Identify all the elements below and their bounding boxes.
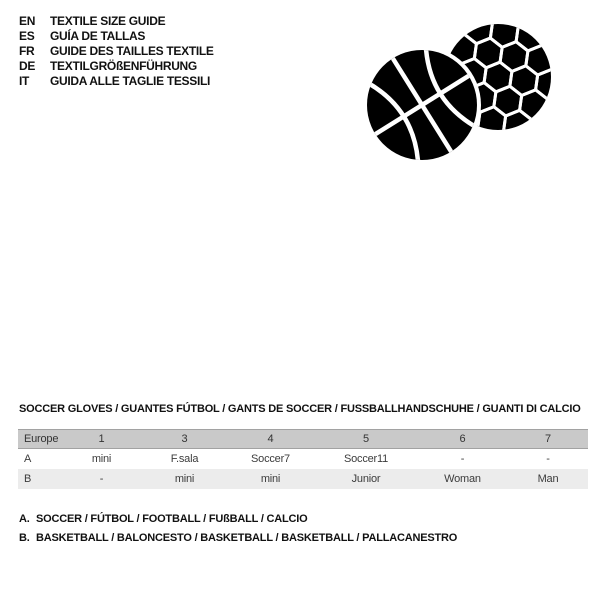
lang-row-de [19,59,214,74]
table-cell: mini [91,453,112,465]
note-prefix: B. [19,532,30,544]
header-cell-size: 1 [60,430,143,449]
legend-notes [19,510,457,548]
note-a [19,510,457,529]
lang-row-it [19,74,214,89]
size-table-title: SOCCER GLOVES / GUANTES FÚTBOL / GANTS DE SOCCER / FUSSBALLHANDSCHUHE / GUANTI DI CALCIO [19,403,581,415]
header-cell-europe: Europe [18,430,60,449]
language-list [19,14,214,89]
table-cell: mini [174,473,195,485]
header-cell-size: 5 [315,430,417,449]
size-table-header-row [18,430,588,449]
lang-label: TEXTILGRÖßENFÜHRUNG [50,59,197,73]
lang-code: EN [19,14,36,28]
note-text: BASKETBALL / BALONCESTO / BASKETBALL / BASKETBALL / PALLACANESTRO [36,532,458,544]
table-cell: - [460,453,465,465]
header-cell-size: 6 [417,430,508,449]
table-cell: mini [260,473,281,485]
lang-label: GUIDA ALLE TAGLIE TESSILI [50,74,211,88]
lang-row-fr [19,44,214,59]
lang-code: FR [19,44,35,58]
table-cell: F.sala [170,453,199,465]
table-cell: Soccer7 [251,453,290,465]
note-text: SOCCER / FÚTBOL / FOOTBALL / FUßBALL / CALCIO [36,513,308,525]
sports-balls-illustration [362,20,557,165]
table-row-b [18,469,588,489]
note-prefix: A. [19,513,30,525]
lang-label: TEXTILE SIZE GUIDE [50,14,166,28]
size-table [18,429,588,489]
row-label: A [24,453,32,465]
lang-code: DE [19,59,36,73]
table-cell: Man [537,473,559,485]
table-cell: Junior [351,473,381,485]
lang-code: IT [19,74,30,88]
table-cell: Woman [444,473,481,485]
lang-code: ES [19,29,35,43]
table-cell: - [99,473,104,485]
row-label: B [24,473,32,485]
table-row-a [18,449,588,470]
lang-label: GUIDE DES TAILLES TEXTILE [50,44,214,58]
note-b [19,529,457,548]
table-cell: Soccer11 [343,453,389,465]
lang-row-es [19,29,214,44]
lang-label: GUÍA DE TALLAS [50,29,146,43]
header-cell-size: 4 [226,430,315,449]
header-cell-size: 3 [143,430,226,449]
table-cell: - [546,453,550,465]
header-cell-size: 7 [508,430,588,449]
lang-row-en [19,14,214,29]
